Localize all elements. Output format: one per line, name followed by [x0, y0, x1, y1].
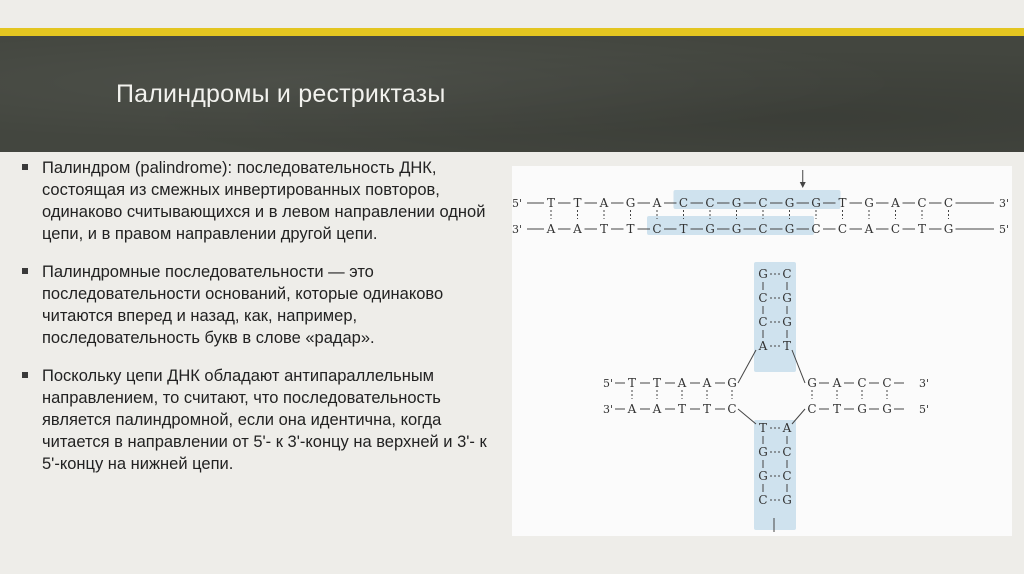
base-left-top: A [702, 376, 712, 390]
base-up-left: C [758, 315, 768, 329]
base-left-top: G [727, 376, 737, 390]
base-bottom: C [890, 222, 901, 236]
base-top: C [678, 196, 689, 210]
base-top: G [811, 196, 821, 210]
base-top: C [705, 196, 715, 210]
base-down-left: T [758, 421, 768, 435]
bullet-text: Поскольку цепи ДНК обладают антипараллельным направлением, то считают, что последовательность является палиндромной, если она идентична, когда читается в направлении от 5'- к 3'-концу на верхней и 3'- к 5'-концу на нижней цепи. [42, 367, 487, 473]
base-top: A [599, 196, 609, 210]
base-down-right: A [782, 421, 792, 435]
base-top: C [943, 196, 954, 210]
base-bottom: C [811, 222, 821, 236]
base-up-right: C [782, 267, 792, 281]
base-bottom: C [652, 222, 662, 236]
base-left-top: T [627, 376, 637, 390]
base-bottom: T [599, 222, 609, 236]
strand-end-label: 3' [998, 197, 1010, 210]
base-left-bottom: A [627, 402, 637, 416]
base-bottom: A [864, 222, 874, 236]
base-top: T [546, 196, 556, 210]
base-bottom: C [758, 222, 768, 236]
base-right-bottom: G [857, 402, 867, 416]
bullet-marker [22, 372, 28, 378]
base-bottom: C [837, 222, 848, 236]
bullet-item [22, 365, 492, 475]
base-down-left: C [758, 493, 768, 507]
junction-connector [738, 350, 756, 383]
base-left-bottom: C [727, 402, 737, 416]
base-right-top: C [882, 376, 892, 390]
cut-site-arrowhead [800, 182, 806, 188]
strand-end-label: 5' [602, 377, 614, 390]
base-bottom: G [731, 222, 742, 236]
base-top: G [864, 196, 874, 210]
base-down-right: C [782, 445, 792, 459]
base-right-top: A [832, 376, 842, 390]
base-right-top: C [857, 376, 867, 390]
base-top: G [784, 196, 795, 210]
base-bottom: A [546, 222, 556, 236]
bullet-text: Палиндромные последовательности — это последовательности оснований, которые одинаково читаются вперед и назад, как, например, последовательность букв в слове «радар». [42, 263, 444, 347]
bullet-item [22, 157, 492, 245]
bullet-text: Палиндром (palindrome): последовательность ДНК, состоящая из смежных инвертированных повторов, одинаково считывающихся и в левом направлении одной цепи, и в правом направлении другой цепи. [42, 159, 486, 243]
base-up-left: G [758, 267, 768, 281]
bullet-item [22, 261, 492, 349]
base-left-top: T [652, 376, 662, 390]
junction-connector [792, 409, 805, 424]
base-top: G [625, 196, 636, 210]
base-top: C [758, 196, 768, 210]
base-top: A [891, 196, 900, 210]
base-up-right: T [782, 339, 792, 353]
base-down-right: C [782, 469, 792, 483]
base-right-bottom: G [882, 402, 892, 416]
base-right-bottom: C [807, 402, 817, 416]
base-left-bottom: T [677, 402, 687, 416]
base-up-right: G [782, 315, 792, 329]
base-right-bottom: T [832, 402, 842, 416]
top-strip [0, 0, 1024, 28]
base-bottom: G [705, 222, 715, 236]
strand-end-label: 3' [602, 403, 614, 416]
base-left-bottom: A [652, 402, 662, 416]
base-right-top: G [807, 376, 817, 390]
base-up-right: G [782, 291, 792, 305]
strand-end-label: 5' [512, 197, 523, 210]
base-top: A [652, 196, 662, 210]
base-bottom: T [917, 222, 927, 236]
base-bottom: G [943, 222, 954, 236]
dna-palindrome-figure [512, 166, 1012, 536]
base-bottom: A [573, 222, 582, 236]
base-top: C [917, 196, 927, 210]
base-left-top: A [677, 376, 687, 390]
base-top: T [573, 196, 582, 210]
base-down-right: G [782, 493, 792, 507]
base-bottom: T [626, 222, 635, 236]
strand-end-label: 3' [918, 377, 930, 390]
accent-bar [0, 28, 1024, 36]
base-down-left: G [758, 445, 768, 459]
base-up-left: A [758, 339, 768, 353]
dna-diagram [512, 166, 1012, 536]
base-top: T [838, 196, 847, 210]
strand-end-label: 3' [512, 223, 523, 236]
base-bottom: T [679, 222, 688, 236]
base-down-left: G [758, 469, 768, 483]
strand-end-label: 5' [918, 403, 930, 416]
junction-connector [738, 409, 756, 424]
bullet-list [22, 157, 492, 491]
bullet-marker [22, 164, 28, 170]
base-left-bottom: T [702, 402, 712, 416]
strand-end-label: 5' [998, 223, 1010, 236]
base-top: G [731, 196, 742, 210]
bullet-marker [22, 268, 28, 274]
base-up-left: C [758, 291, 768, 305]
slide-title: Палиндромы и рестриктазы [116, 80, 446, 108]
base-bottom: G [784, 222, 795, 236]
